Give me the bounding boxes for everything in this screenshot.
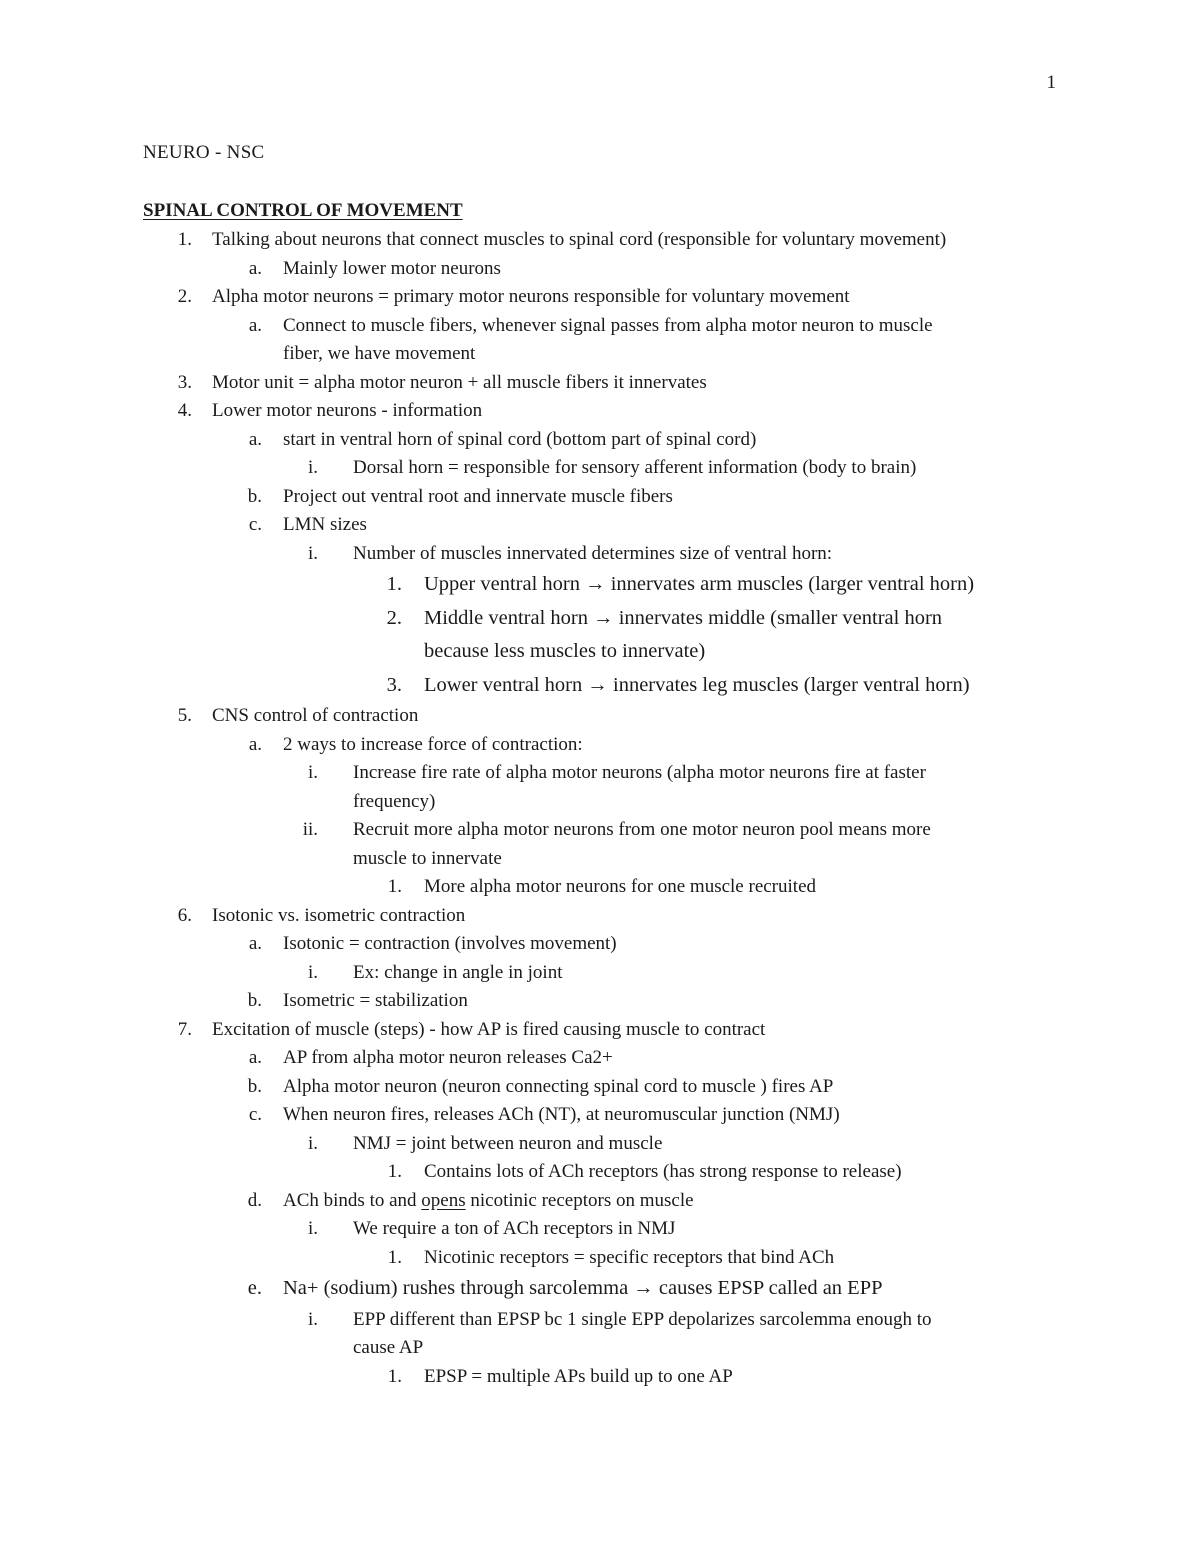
outline-list [0,226,1200,1391]
outline-item [0,454,1200,483]
list-marker: c. [248,514,262,535]
item-text: muscle to innervate [353,847,502,869]
list-marker: i. [307,762,318,783]
outline-item [0,369,1200,398]
list-marker: a. [248,933,262,954]
outline-item [0,426,1200,455]
item-text: Project out ventral root and innervate muscle fibers [283,485,673,507]
list-marker: a. [248,257,262,279]
outline-item [0,873,1200,902]
item-text: 2 ways to increase force of contraction: [283,733,583,755]
outline-item [0,1363,1200,1392]
item-text: LMN sizes [283,514,367,535]
outline-item [0,255,1200,284]
list-marker: 1. [387,876,402,897]
outline-item [0,226,1200,255]
item-text: Recruit more alpha motor neurons from one motor neuron pool means more [353,819,931,840]
item-text: Lower motor neurons - information [212,400,483,421]
list-marker: a. [248,733,262,755]
item-text: NMJ = joint between neuron and muscle [353,1132,663,1154]
item-text: Contains lots of ACh receptors (has strong response to release) [424,1161,902,1182]
list-marker: a. [248,1047,262,1068]
page-number: 1 [1046,72,1056,93]
item-text: Isotonic = contraction (involves movement) [283,933,617,954]
list-marker: b. [247,485,262,507]
item-text: Isometric = stabilization [283,990,468,1011]
document-title: NEURO - NSC [143,142,265,163]
list-marker: 7. [177,1018,192,1040]
item-text: Upper ventral horn → innervates arm muscles (larger ventral horn) [424,573,975,595]
outline-item [0,845,1200,874]
outline-item [0,397,1200,426]
outline-item [0,1130,1200,1159]
outline-item [0,1244,1200,1273]
outline-item [0,635,1200,669]
list-marker: b. [247,1075,262,1097]
list-marker: c. [248,1104,262,1125]
item-text: Connect to muscle fibers, whenever signal passes from alpha motor neuron to muscle [283,314,933,336]
outline-item [0,1016,1200,1045]
outline-item [0,340,1200,369]
item-text: Middle ventral horn → innervates middle (smaller ventral horn [424,606,943,629]
list-marker: a. [248,314,262,336]
list-marker: 2. [177,286,192,307]
item-text: Number of muscles innervated determines size of ventral horn: [353,542,833,564]
outline-item [0,312,1200,341]
item-text: frequency) [353,790,436,812]
outline-item [0,1101,1200,1130]
outline-item [0,1158,1200,1187]
list-marker: i. [307,961,318,983]
underlined-word: opens [421,1189,466,1211]
outline-item [0,568,1200,602]
item-text: AP from alpha motor neuron releases Ca2+ [283,1047,613,1068]
item-text: Isotonic vs. isometric contraction [212,904,466,926]
list-marker: 1. [177,229,192,250]
list-marker: e. [247,1277,262,1299]
outline-item [0,483,1200,512]
item-text: ACh binds to and opens nicotinic receptors on muscle [283,1189,694,1211]
outline-item [0,930,1200,959]
outline-item [0,1334,1200,1363]
item-text: Nicotinic receptors = specific receptors that bind ACh [424,1246,835,1268]
outline-item [0,1044,1200,1073]
list-marker: i. [307,1218,318,1239]
list-marker: a. [248,428,262,450]
item-text: CNS control of contraction [212,705,419,726]
item-text: When neuron fires, releases ACh (NT), at neuromuscular junction (NMJ) [283,1104,840,1125]
list-marker: d. [247,1189,262,1211]
outline-item [0,511,1200,540]
list-marker: 1. [386,573,402,595]
list-marker: 1. [387,1365,402,1387]
list-marker: 3. [386,673,402,696]
list-marker: i. [307,457,318,478]
outline-item [0,902,1200,931]
section-heading: SPINAL CONTROL OF MOVEMENT [143,200,463,221]
item-text: Talking about neurons that connect muscles to spinal cord (responsible for voluntary movement) [212,229,947,250]
list-marker: 1. [387,1161,402,1182]
item-text: Motor unit = alpha motor neuron + all muscle fibers it innervates [212,371,707,393]
list-marker: i. [307,1308,318,1330]
list-marker: ii. [302,819,318,840]
list-marker: 5. [177,705,192,726]
item-text: Na+ (sodium) rushes through sarcolemma → causes EPSP called an EPP [283,1277,883,1299]
list-marker: i. [307,542,318,564]
item-text: We require a ton of ACh receptors in NMJ [353,1218,676,1239]
list-marker: i. [307,1132,318,1154]
item-text: start in ventral horn of spinal cord (bottom part of spinal cord) [283,428,757,450]
item-text: Excitation of muscle (steps) - how AP is fired causing muscle to contract [212,1018,766,1040]
list-marker: b. [247,990,262,1011]
item-text: EPSP = multiple APs build up to one AP [424,1365,733,1387]
item-text: Alpha motor neurons = primary motor neurons responsible for voluntary movement [212,286,850,307]
item-text: Mainly lower motor neurons [283,257,501,279]
item-text: Increase fire rate of alpha motor neurons (alpha motor neurons fire at faster [353,762,926,783]
outline-item [0,959,1200,988]
list-marker: 3. [177,371,192,393]
outline-item [0,540,1200,569]
item-text: EPP different than EPSP bc 1 single EPP depolarizes sarcolemma enough to [353,1308,932,1330]
item-text: fiber, we have movement [283,343,476,364]
outline-item [0,602,1200,636]
outline-item [0,1306,1200,1335]
outline-item [0,702,1200,731]
outline-item [0,788,1200,817]
list-marker: 6. [177,904,192,926]
item-text: Ex: change in angle in joint [353,961,563,983]
item-text: Dorsal horn = responsible for sensory afferent information (body to brain) [353,457,917,478]
list-marker: 2. [386,606,402,629]
outline-item [0,759,1200,788]
item-text: Alpha motor neuron (neuron connecting spinal cord to muscle ) fires AP [283,1075,834,1097]
outline-item [0,283,1200,312]
outline-item [0,987,1200,1016]
outline-item [0,731,1200,760]
outline-item [0,1073,1200,1102]
outline-item [0,669,1200,703]
outline-item [0,1272,1200,1306]
item-text: More alpha motor neurons for one muscle recruited [424,876,817,897]
outline-item [0,816,1200,845]
item-text: because less muscles to innervate) [424,640,706,662]
outline-item [0,1187,1200,1216]
item-text: cause AP [353,1337,424,1358]
list-marker: 4. [177,400,192,421]
item-text: Lower ventral horn → innervates leg muscles (larger ventral horn) [424,673,970,696]
outline-item [0,1215,1200,1244]
list-marker: 1. [387,1246,402,1268]
